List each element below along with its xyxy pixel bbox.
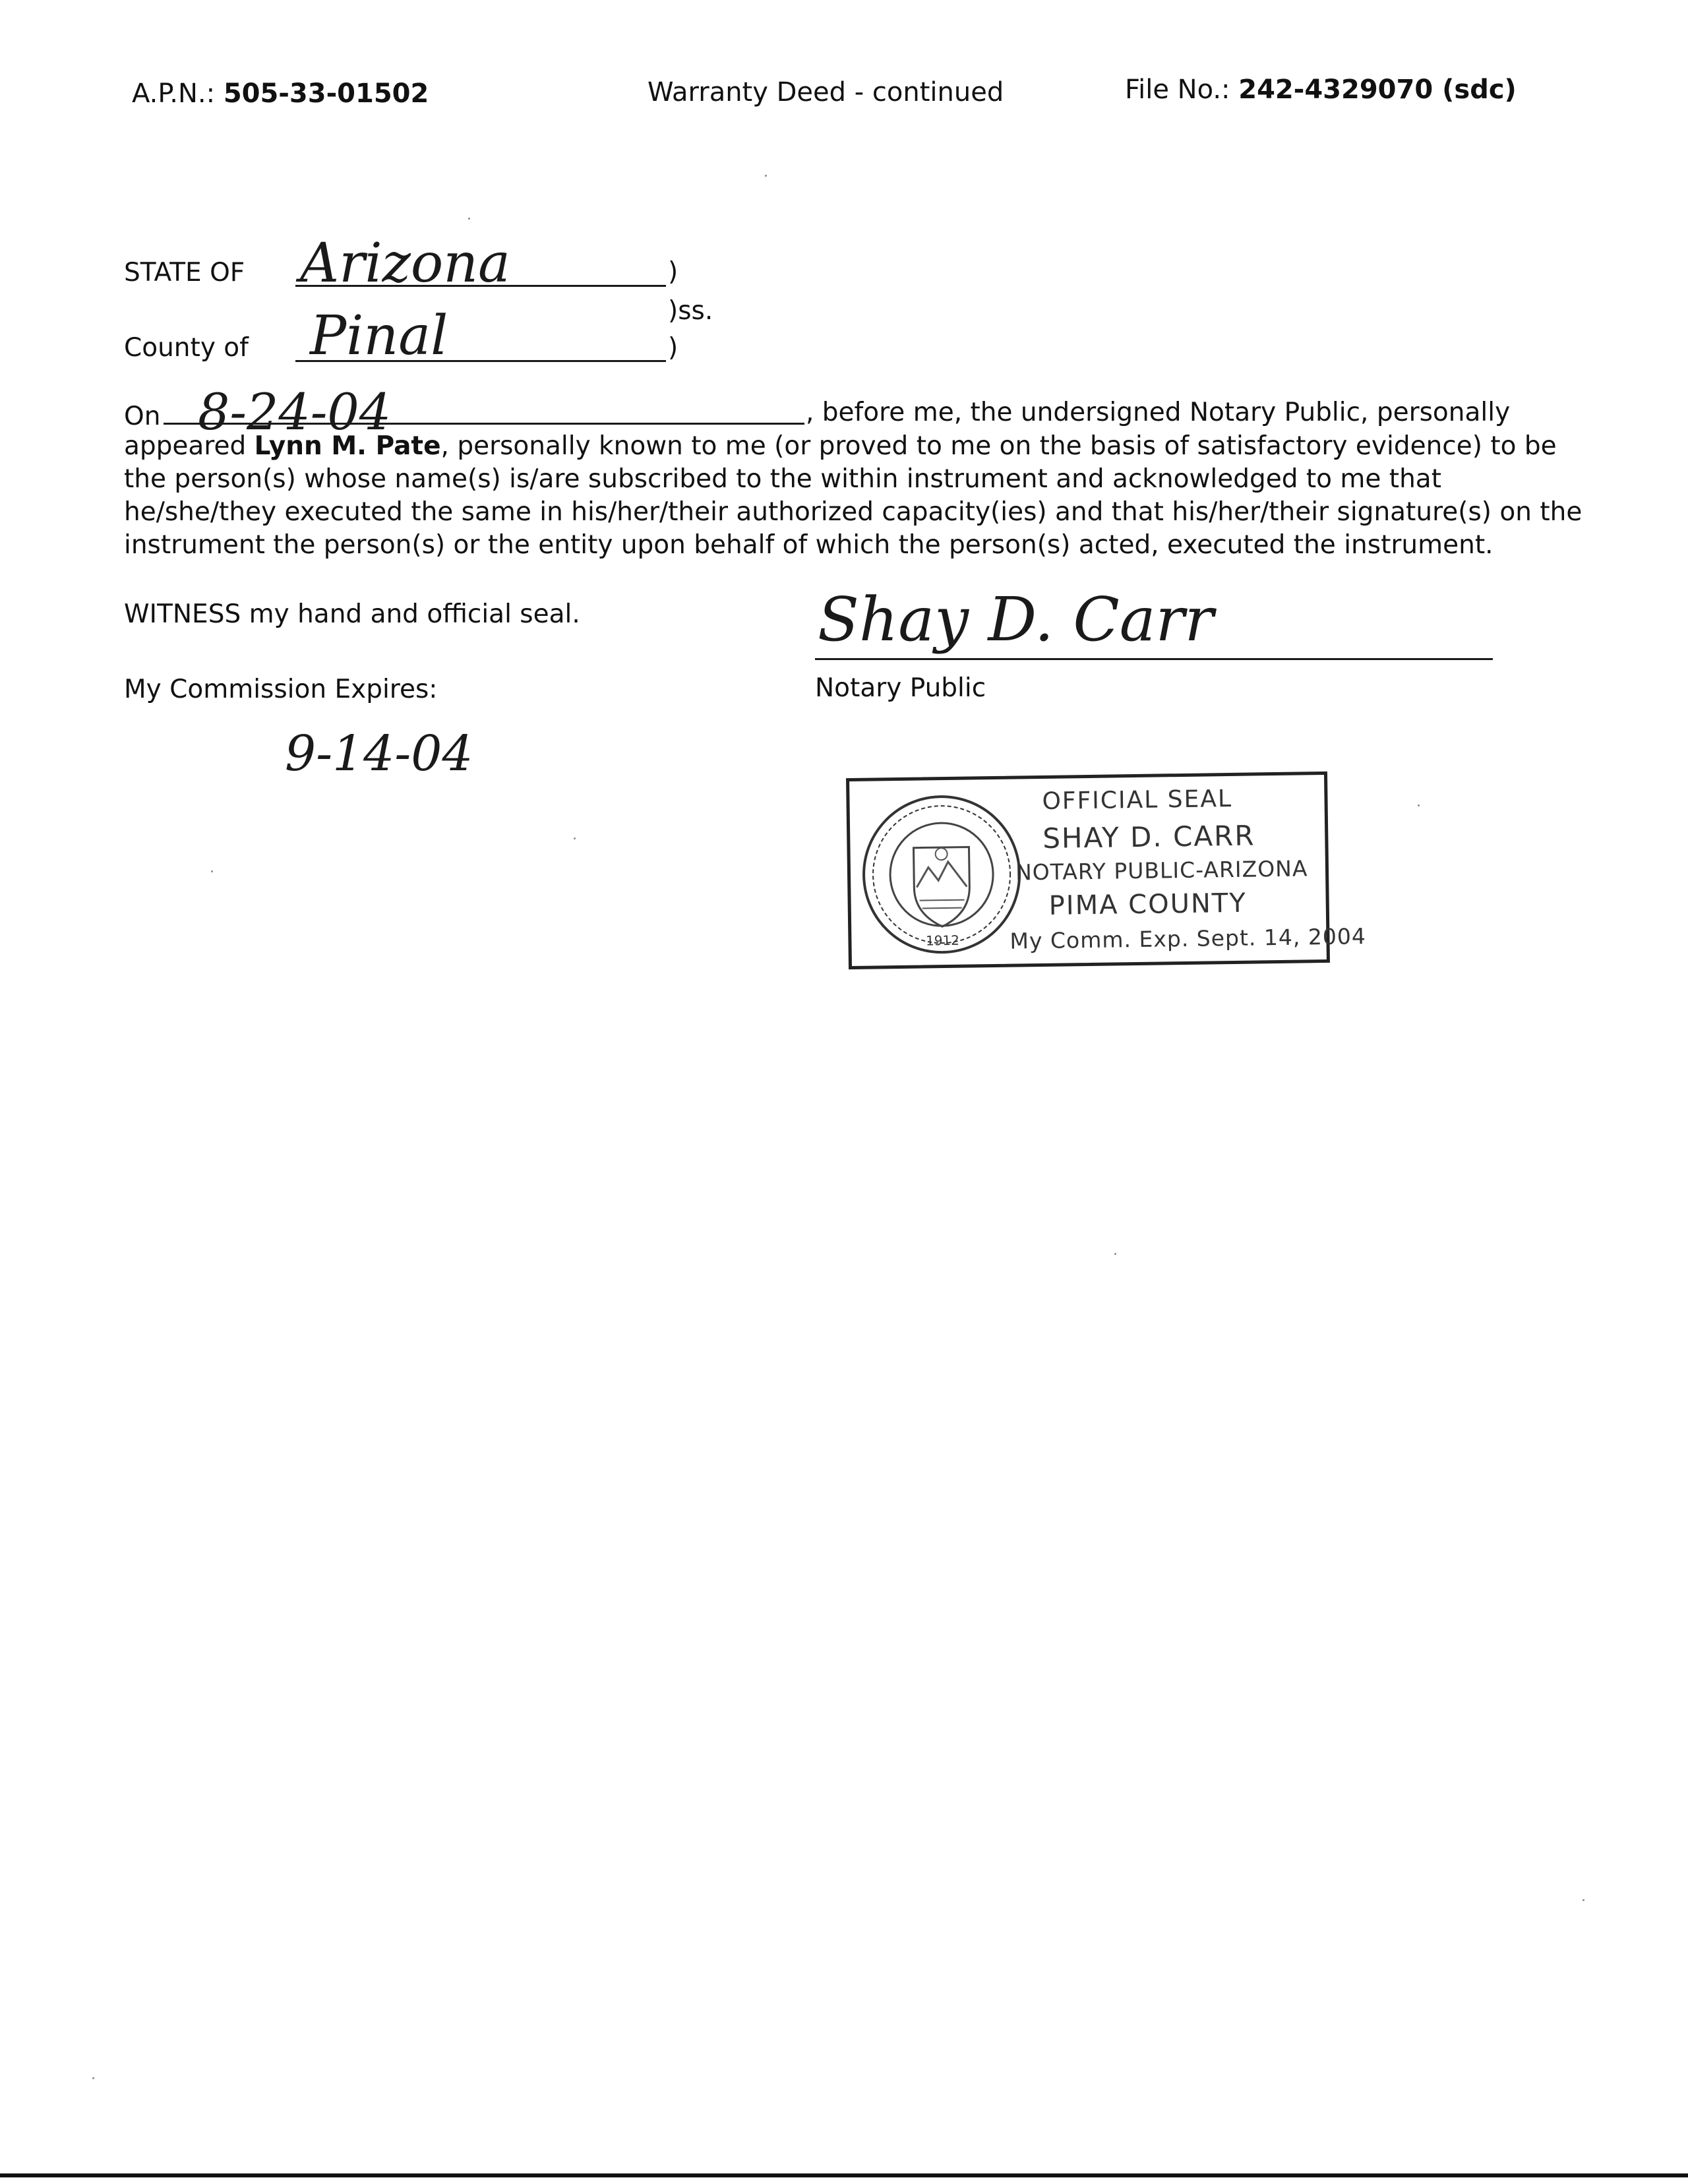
state-handwritten-value: Arizona [300,232,510,295]
venue-paren-top: ) [668,257,678,287]
county-label: County of [124,333,249,363]
apn-label: A.P.N.: [132,78,216,109]
scan-speck [468,218,470,220]
ack-line3: the person(s) whose name(s) is/are subscribed to the within instrument and acknowledged to me that [124,464,1441,494]
notary-public-label: Notary Public [815,673,986,703]
commission-label: My Commission Expires: [124,675,438,704]
scan-speck [574,837,576,839]
file-value: 242-4329070 (sdc) [1238,75,1517,105]
file-label: File No.: [1125,75,1230,105]
file-number-field [1125,76,1517,103]
county-handwritten-value: Pinal [310,305,448,367]
apn-value: 505-33-01502 [223,78,429,109]
scan-speck [1582,1899,1584,1901]
ack-date-underline [164,423,804,425]
ack-line2-prefix: appeared [124,431,255,461]
ack-line2 [124,430,1557,463]
ack-date-handwritten: 8-24-04 [198,382,392,441]
ack-line2-tail: , personally known to me (or proved to me on the basis of satisfactory evidence) to be [440,431,1557,461]
seal-year: 1912 [925,932,960,949]
ack-line5: instrument the person(s) or the entity upon behalf of which the person(s) acted, executed the instrument. [124,530,1493,560]
seal-line-2: SHAY D. CARR [1042,819,1255,855]
on-label: On [124,402,161,431]
state-seal-icon [855,787,1029,962]
notary-signature: Shay D. Carr [818,584,1214,655]
seal-line-1: OFFICIAL SEAL [1042,785,1233,815]
scan-speck [1114,1253,1116,1255]
ack-line1-tail: , before me, the undersigned Notary Public, personally [806,398,1511,427]
document-title: Warranty Deed - continued [648,77,1004,107]
seal-line-4: PIMA COUNTY [1048,888,1248,921]
seal-line-3: NOTARY PUBLIC-ARIZONA [1015,855,1308,886]
appearer-name: Lynn M. Pate [254,431,441,461]
scan-speck [1418,804,1420,806]
commission-handwritten-value: 9-14-04 [285,725,473,782]
scan-speck [211,870,213,872]
scan-speck [92,2077,94,2079]
state-underline [295,285,666,287]
scan-bottom-edge [0,2173,1688,2177]
scan-speck [765,175,767,177]
state-label: STATE OF [124,258,245,288]
official-seal-stamp [846,772,1367,969]
county-underline [295,360,666,362]
witness-text: WITNESS my hand and official seal. [124,599,580,629]
ack-line4: he/she/they executed the same in his/her/their authorized capacity(ies) and that his/her/their signature(s) on the [124,497,1582,527]
venue-paren-bottom: ) [668,333,678,363]
venue-ss: )ss. [668,296,713,326]
seal-line-5: My Comm. Exp. Sept. 14, 2004 [1010,923,1367,954]
signature-line [815,658,1493,660]
apn-field [132,80,429,107]
